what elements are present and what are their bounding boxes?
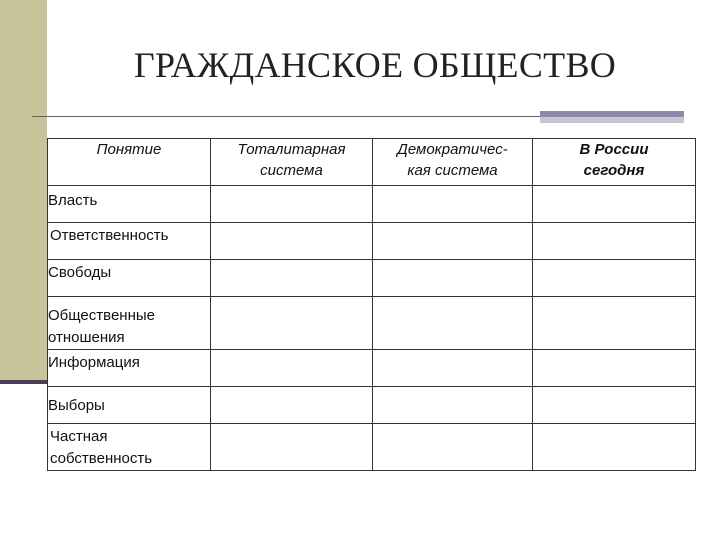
row-label-text: Власть <box>48 192 98 209</box>
slide-title: ГРАЖДАНСКОЕ ОБЩЕСТВО <box>133 45 617 85</box>
row-label <box>48 260 211 297</box>
table-row <box>48 387 696 424</box>
table-row <box>48 350 696 387</box>
header-russia-today <box>533 139 696 186</box>
table-cell <box>373 297 533 350</box>
table-cell <box>373 424 533 471</box>
table-cell <box>211 297 373 350</box>
table-cell <box>533 223 696 260</box>
header-totalitarian-line2: система <box>260 162 323 179</box>
table-row <box>48 186 696 223</box>
header-democratic <box>373 139 533 186</box>
row-label-text: Свободы <box>48 264 112 281</box>
table-row <box>48 424 696 471</box>
table-cell <box>211 223 373 260</box>
row-label <box>48 186 211 223</box>
accent-stripe-light <box>540 117 684 123</box>
table-cell <box>533 260 696 297</box>
side-decor-line <box>0 380 47 384</box>
row-label-text-line1: Частная <box>50 428 108 445</box>
table-cell <box>211 387 373 424</box>
header-concept <box>48 139 211 186</box>
comparison-table <box>47 138 696 471</box>
row-label <box>48 350 211 387</box>
row-label-text: Ответственность <box>50 227 169 244</box>
table-row <box>48 297 696 350</box>
table-cell <box>373 350 533 387</box>
row-label-text: Выборы <box>48 397 105 414</box>
table-cell <box>211 424 373 471</box>
table-cell <box>533 350 696 387</box>
header-totalitarian-line1: Тоталитарная <box>237 141 346 158</box>
header-russia-line1: В России <box>579 141 649 158</box>
table-cell <box>533 186 696 223</box>
table-cell <box>373 186 533 223</box>
header-totalitarian <box>211 139 373 186</box>
table-cell <box>533 424 696 471</box>
table-cell <box>211 186 373 223</box>
table-cell <box>533 387 696 424</box>
row-label-text: Информация <box>48 354 140 371</box>
row-label <box>48 424 211 471</box>
table-cell <box>373 223 533 260</box>
row-label-text-line2: собственность <box>50 450 153 467</box>
title-accent <box>540 111 684 123</box>
table-cell <box>211 260 373 297</box>
table-cell <box>211 350 373 387</box>
table-cell <box>373 260 533 297</box>
table-row <box>48 260 696 297</box>
table-cell <box>533 297 696 350</box>
row-label <box>48 223 211 260</box>
header-democratic-line1: Демократичес- <box>397 141 508 158</box>
row-label-text-line2: отношения <box>48 329 125 346</box>
row-label-text-line1: Общественные <box>48 307 155 324</box>
header-concept-line1: Понятие <box>96 141 162 158</box>
header-russia-line2: сегодня <box>583 162 645 179</box>
table-cell <box>373 387 533 424</box>
header-democratic-line2: кая система <box>407 162 498 179</box>
table-row <box>48 223 696 260</box>
table-header-row <box>48 139 696 186</box>
row-label <box>48 387 211 424</box>
side-decor-bar <box>0 0 47 383</box>
row-label <box>48 297 211 350</box>
